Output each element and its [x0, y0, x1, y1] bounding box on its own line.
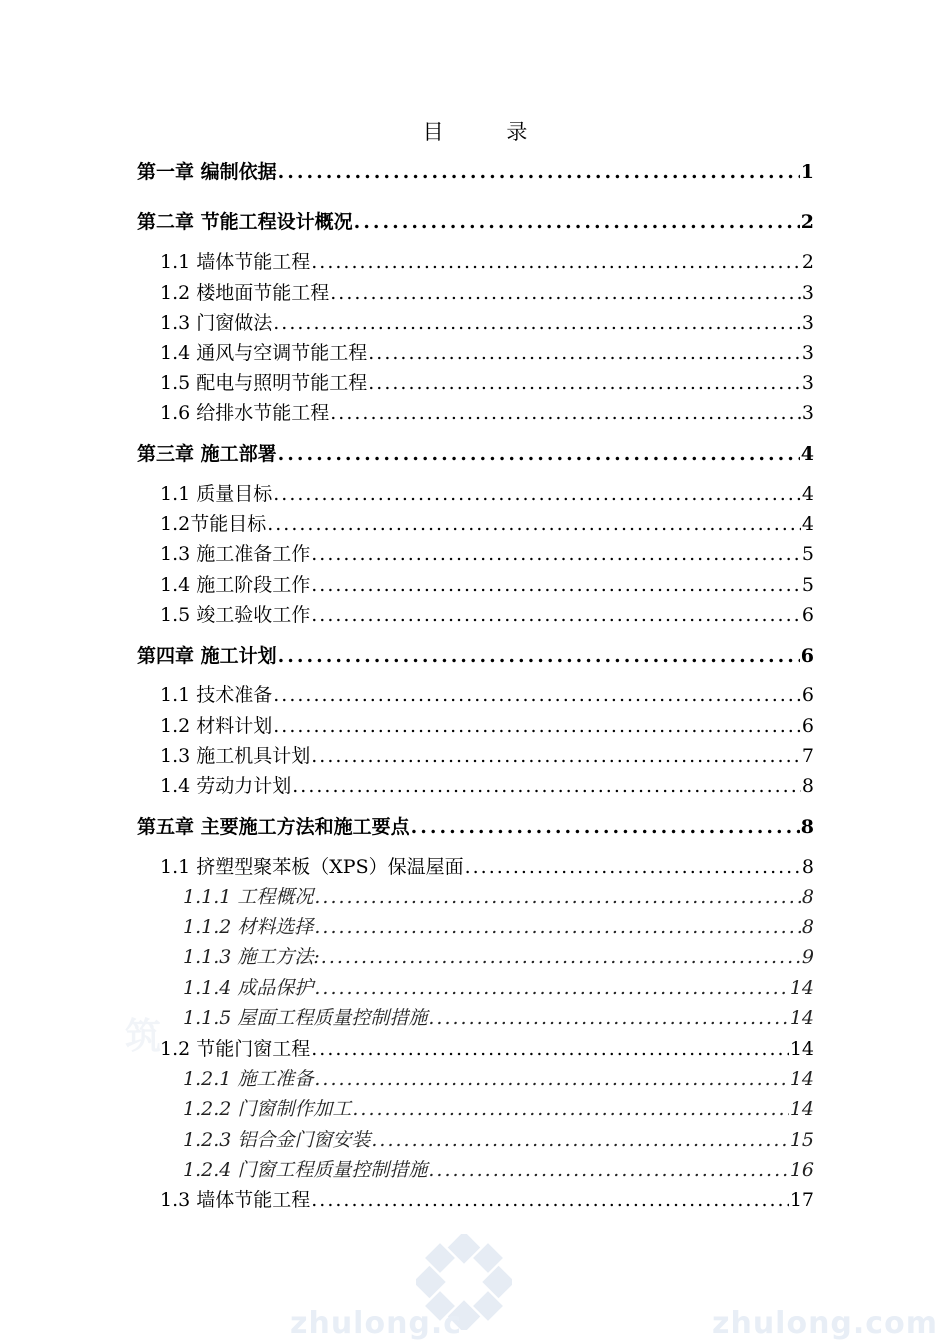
toc-entry-label: 1.5 配电与照明节能工程 — [160, 372, 368, 394]
watermark-character: 筑 — [125, 1015, 162, 1057]
toc-entry[interactable] — [137, 439, 814, 466]
toc-page-number: 3 — [801, 312, 814, 334]
toc-page-number: 2 — [800, 211, 814, 233]
toc-entry[interactable] — [160, 741, 814, 768]
toc-entry[interactable] — [183, 1094, 814, 1121]
leader-dots — [273, 312, 801, 334]
toc-entry-label: 第二章 节能工程设计概况 — [137, 211, 353, 233]
leader-dots — [330, 282, 801, 304]
toc-page-number: 8 — [801, 916, 814, 938]
toc-page-number: 3 — [801, 372, 814, 394]
toc-page-number: 5 — [801, 574, 814, 596]
toc-page-number: 14 — [789, 1098, 814, 1120]
watermark-text-right: zhulong.com — [712, 1306, 938, 1341]
toc-entry-label: 1.1.2 材料选择 — [183, 916, 314, 938]
toc-entry-label: 1.2.4 门窗工程质量控制措施 — [183, 1159, 428, 1181]
toc-page-number: 3 — [801, 402, 814, 424]
toc-page-number: 14 — [789, 1068, 814, 1090]
toc-entry-label: 1.2.2 门窗制作加工 — [183, 1098, 352, 1120]
toc-page-number: 3 — [801, 282, 814, 304]
toc-entry[interactable] — [137, 157, 814, 184]
toc-entry-label: 1.1 质量目标 — [160, 483, 273, 505]
leader-dots — [428, 1007, 788, 1029]
toc-entry-label: 1.1.5 屋面工程质量控制措施 — [183, 1007, 428, 1029]
toc-entry-label: 1.3 施工准备工作 — [160, 543, 311, 565]
toc-entry[interactable] — [160, 771, 814, 798]
leader-dots — [278, 645, 800, 667]
toc-entry[interactable] — [183, 942, 814, 969]
toc-entry-label: 1.1.4 成品保护 — [183, 977, 314, 999]
toc-entry[interactable] — [183, 1125, 814, 1152]
toc-page-number: 14 — [789, 1038, 814, 1060]
toc-page-number: 3 — [801, 342, 814, 364]
leader-dots — [368, 372, 801, 394]
toc-entry-label: 1.4 劳动力计划 — [160, 775, 292, 797]
toc-entry[interactable] — [160, 278, 814, 305]
toc-entry-label: 1.2.1 施工准备 — [183, 1068, 314, 1090]
leader-dots — [278, 443, 800, 465]
toc-page-number: 6 — [801, 604, 814, 626]
toc-entry-label: 1.2节能目标 — [160, 513, 267, 535]
toc-entry[interactable] — [160, 338, 814, 365]
leader-dots — [314, 977, 788, 999]
toc-page-number: 9 — [801, 946, 814, 968]
toc-entry-label: 1.3 墙体节能工程 — [160, 1189, 311, 1211]
toc-entry[interactable] — [160, 1034, 814, 1061]
toc-entry[interactable] — [160, 570, 814, 597]
watermark-text-left: zhulong.c — [290, 1306, 463, 1341]
leader-dots — [465, 856, 801, 878]
leader-dots — [321, 946, 801, 968]
toc-page-number: 2 — [801, 251, 814, 273]
toc-page-number: 8 — [801, 856, 814, 878]
leader-dots — [311, 251, 801, 273]
toc-page-number: 4 — [801, 483, 814, 505]
toc-entry[interactable] — [183, 1064, 814, 1091]
toc-entry-label: 1.2 楼地面节能工程 — [160, 282, 330, 304]
toc-entry-label: 1.1 技术准备 — [160, 684, 273, 706]
toc-page-number: 6 — [801, 715, 814, 737]
leader-dots — [311, 1189, 789, 1211]
toc-entry[interactable] — [160, 398, 814, 425]
toc-entry-label: 1.4 施工阶段工作 — [160, 574, 311, 596]
leader-dots — [371, 1129, 788, 1151]
toc-entry[interactable] — [160, 711, 814, 738]
leader-dots — [273, 684, 801, 706]
leader-dots — [352, 1098, 788, 1120]
toc-entry-label: 1.5 竣工验收工作 — [160, 604, 311, 626]
toc-entry[interactable] — [183, 973, 814, 1000]
toc-entry-label: 1.4 通风与空调节能工程 — [160, 342, 368, 364]
toc-entry-label: 1.3 施工机具计划 — [160, 745, 311, 767]
toc-entry-label: 1.1 挤塑型聚苯板（XPS）保温屋面 — [160, 856, 464, 878]
toc-page-number: 4 — [801, 513, 814, 535]
toc-page-number: 15 — [789, 1129, 814, 1151]
toc-entry[interactable] — [183, 1155, 814, 1182]
toc-entry[interactable] — [160, 1185, 814, 1212]
leader-dots — [311, 543, 801, 565]
toc-entry[interactable] — [160, 539, 814, 566]
toc-entry[interactable] — [160, 600, 814, 627]
toc-entry-label: 第一章 编制依据 — [137, 161, 277, 183]
toc-page-number: 17 — [789, 1189, 814, 1211]
leader-dots — [273, 715, 801, 737]
leader-dots — [278, 161, 800, 183]
toc-page-number: 4 — [800, 443, 814, 465]
toc-page-number: 7 — [801, 745, 814, 767]
toc-title: 目 录 — [422, 120, 556, 144]
leader-dots — [314, 916, 801, 938]
leader-dots — [314, 1068, 788, 1090]
leader-dots — [368, 342, 801, 364]
toc-entry-label: 1.2.3 铝合金门窗安装 — [183, 1129, 371, 1151]
toc-entry[interactable] — [183, 882, 814, 909]
toc-page-number: 14 — [789, 977, 814, 999]
toc-page-number: 1 — [800, 161, 814, 183]
toc-page-number: 6 — [800, 645, 814, 667]
leader-dots — [267, 513, 801, 535]
toc-entry[interactable] — [160, 680, 814, 707]
leader-dots — [411, 816, 800, 838]
toc-page-number: 5 — [801, 543, 814, 565]
toc-entry-label: 1.6 给排水节能工程 — [160, 402, 330, 424]
leader-dots — [311, 604, 801, 626]
toc-entry[interactable] — [160, 479, 814, 506]
toc-entry[interactable] — [183, 1003, 814, 1030]
toc-entry-label: 1.1.3 施工方法: — [183, 946, 320, 968]
toc-entry-label: 1.2 节能门窗工程 — [160, 1038, 311, 1060]
toc-page-number: 8 — [800, 816, 814, 838]
toc-entry-label: 1.1 墙体节能工程 — [160, 251, 311, 273]
toc-entry-label: 第四章 施工计划 — [137, 645, 277, 667]
toc-entry[interactable] — [160, 247, 814, 274]
toc-page-number: 8 — [801, 775, 814, 797]
toc-entry[interactable] — [137, 812, 814, 839]
toc-entry[interactable] — [160, 368, 814, 395]
toc-entry[interactable] — [183, 912, 814, 939]
leader-dots — [311, 745, 801, 767]
toc-entry-label: 第三章 施工部署 — [137, 443, 277, 465]
toc-page-number: 16 — [789, 1159, 814, 1181]
toc-page-number: 8 — [801, 886, 814, 908]
toc-entry-label: 1.3 门窗做法 — [160, 312, 273, 334]
toc-entry[interactable] — [160, 308, 814, 335]
leader-dots — [354, 211, 800, 233]
toc-entry-label: 1.2 材料计划 — [160, 715, 273, 737]
leader-dots — [314, 886, 801, 908]
leader-dots — [292, 775, 801, 797]
toc-entry[interactable] — [160, 852, 814, 879]
toc-entry[interactable] — [137, 207, 814, 234]
toc-page-number: 14 — [789, 1007, 814, 1029]
leader-dots — [273, 483, 801, 505]
toc-entry-label: 第五章 主要施工方法和施工要点 — [137, 816, 410, 838]
leader-dots — [311, 1038, 789, 1060]
toc-entry[interactable] — [160, 509, 814, 536]
toc-entry[interactable] — [137, 641, 814, 668]
toc-entry-label: 1.1.1 工程概况 — [183, 886, 314, 908]
leader-dots — [330, 402, 801, 424]
leader-dots — [311, 574, 801, 596]
leader-dots — [428, 1159, 788, 1181]
toc-page-number: 6 — [801, 684, 814, 706]
